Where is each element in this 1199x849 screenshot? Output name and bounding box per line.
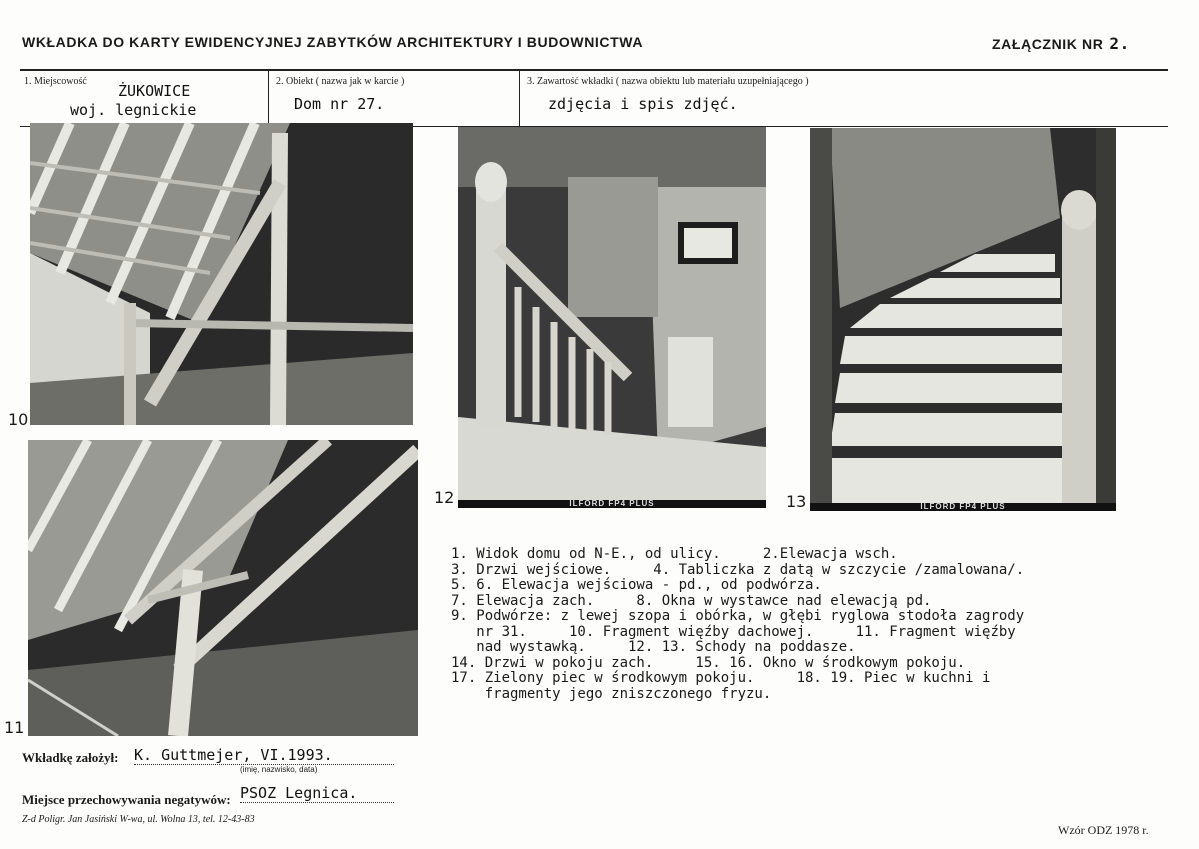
photo-caption-list [451, 547, 1024, 702]
attachment-number [992, 34, 1130, 53]
caption-line: 17. Zielony piec w środkowym pokoju. 18. 19. Piec w kuchni i [451, 670, 991, 686]
object-value: Dom nr 27. [294, 95, 385, 113]
content-label: 3. Zawartość wkładki ( nazwa obiektu lub materiału uzupełniającego ) [527, 76, 809, 87]
author-label: Wkładkę założył: [22, 750, 119, 765]
object-label: 2. Obiekt ( nazwa jak w karcie ) [276, 76, 405, 87]
form-title: WKŁADKA DO KARTY EWIDENCYJNEJ ZABYTKÓW ARCHITEKTURY I BUDOWNICTWA [22, 34, 644, 50]
author-value: K. Guttmejer, VI.1993. [134, 746, 394, 765]
form-model: Wzór ODZ 1978 r. [1058, 823, 1149, 837]
photo-12-film-edge: ILFORD FP4 PLUS [458, 500, 766, 508]
field-divider-2 [519, 70, 520, 126]
photo-11-roof-truss [28, 440, 418, 736]
locality-line2: woj. legnickie [70, 101, 197, 119]
photo-13-stairs [810, 128, 1116, 503]
photo-10-number: 10 [8, 410, 29, 429]
photo-12-staircase [458, 127, 766, 500]
caption-line: 5. 6. Elewacja wejściowa - pd., od podwórza. [451, 577, 822, 593]
locality-label: 1. Miejscowość [24, 76, 87, 87]
caption-line: 7. Elewacja zach. 8. Okna w wystawce nad elewacją pd. [451, 592, 932, 609]
caption-line: 3. Drzwi wejściowe. 4. Tabliczka z datą w szczycie /zamalowana/. [451, 561, 1025, 578]
author-hint: (imię, nazwisko, data) [240, 765, 318, 774]
storage-value: PSOZ Legnica. [240, 784, 394, 803]
caption-line: 9. Podwórze: z lewej szopa i obórka, w głębi ryglowa stodoła zagrody [451, 608, 1025, 624]
caption-line: 1. Widok domu od N-E., od ulicy. 2.Elewacja wsch. [451, 546, 898, 562]
caption-line: 14. Drzwi w pokoju zach. 15. 16. Okno w środkowym pokoju. [451, 654, 966, 671]
caption-line: fragmenty jego zniszczonego fryzu. [451, 685, 772, 702]
photo-11-number: 11 [4, 718, 25, 737]
photo-12-number: 12 [434, 488, 455, 507]
photo-10-roof-truss [30, 123, 413, 425]
content-value: zdjęcia i spis zdjęć. [548, 95, 738, 113]
field-divider-1 [268, 70, 269, 126]
caption-line: nr 31. 10. Fragment więźby dachowej. 11. Fragment więźby [451, 623, 1016, 640]
caption-line: nad wystawką. 12. 13. Schody na poddasze. [451, 639, 856, 655]
photo-13-film-edge: ILFORD FP4 PLUS [810, 503, 1116, 511]
locality-line1: ŻUKOWICE [118, 82, 191, 100]
attachment-value: 2. [1109, 34, 1130, 53]
printer-info: Z-d Poligr. Jan Jasiński W-wa, ul. Wolna 13, tel. 12-43-83 [22, 814, 255, 825]
photo-13-number: 13 [786, 492, 807, 511]
attachment-label: ZAŁĄCZNIK NR [992, 36, 1104, 52]
header-rule [20, 69, 1168, 71]
storage-label: Miejsce przechowywania negatywów: [22, 792, 231, 807]
